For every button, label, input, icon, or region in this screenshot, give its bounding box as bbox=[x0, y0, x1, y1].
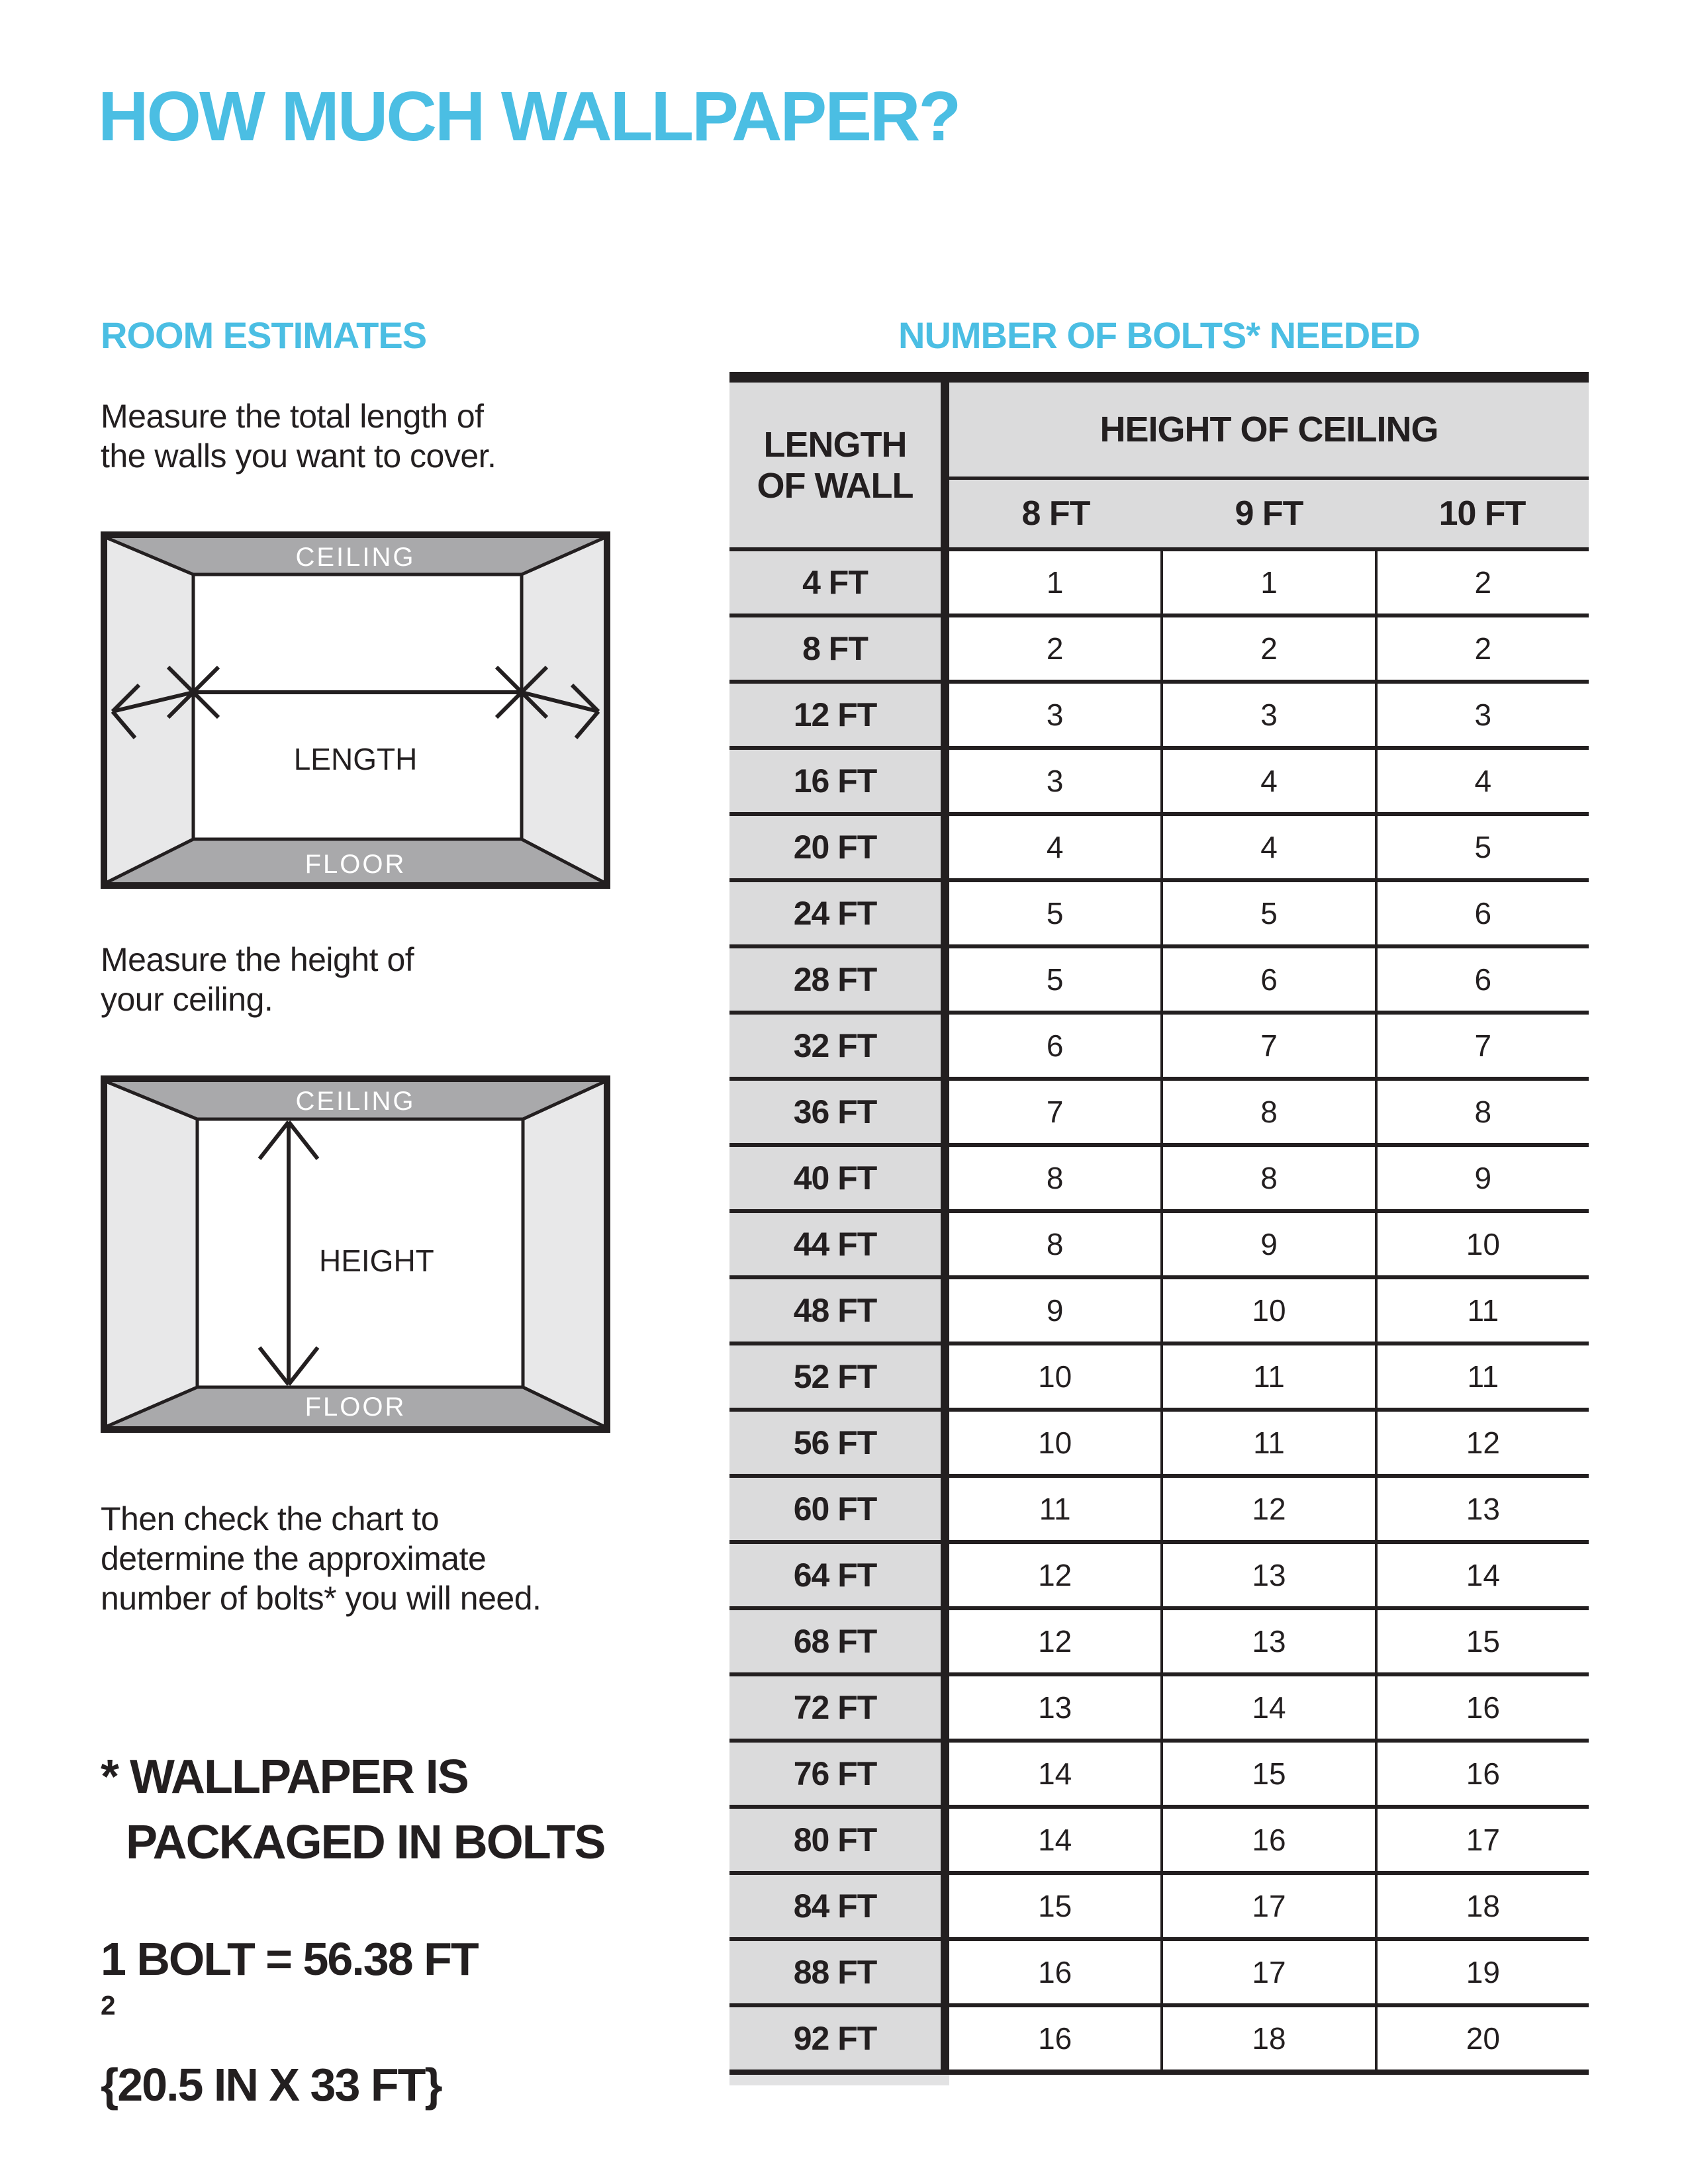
wall-length-cell: 52 FT bbox=[729, 1345, 941, 1408]
wall-length-cell: 16 FT bbox=[729, 750, 941, 812]
step2-line: your ceiling. bbox=[101, 981, 273, 1018]
wall-length-cell: 40 FT bbox=[729, 1147, 941, 1209]
bolts-value-cell: 10 bbox=[1160, 1279, 1374, 1342]
table-row bbox=[729, 680, 1589, 746]
column-divider bbox=[941, 816, 949, 878]
bolts-value-cell: 13 bbox=[1160, 1610, 1374, 1672]
bolts-value-cell: 11 bbox=[1375, 1279, 1589, 1342]
bolts-value-cell: 20 bbox=[1375, 2007, 1589, 2070]
bolts-value-cell: 6 bbox=[1375, 948, 1589, 1011]
column-divider bbox=[941, 1743, 949, 1805]
bolts-value-cell: 18 bbox=[1160, 2007, 1374, 2070]
ceiling-height-diagram bbox=[101, 1075, 610, 1433]
corner-line: LENGTH bbox=[763, 424, 907, 465]
table-row bbox=[729, 1739, 1589, 1805]
ceiling-label: CEILING bbox=[295, 1087, 416, 1116]
table-row bbox=[729, 878, 1589, 944]
table-row bbox=[729, 1805, 1589, 1871]
table-row bbox=[729, 746, 1589, 812]
bolt-area-text: 1 BOLT = 56.38 FT bbox=[101, 1933, 478, 1985]
height-of-ceiling-label: HEIGHT OF CEILING bbox=[949, 383, 1589, 480]
bolts-value-cell: 4 bbox=[1160, 816, 1374, 878]
wall-length-cell: 48 FT bbox=[729, 1279, 941, 1342]
column-divider bbox=[941, 1279, 949, 1342]
bolts-value-cell: 11 bbox=[1039, 1492, 1071, 1526]
corner-line: OF WALL bbox=[757, 465, 914, 506]
bolts-value-cell: 3 bbox=[1160, 684, 1374, 746]
bolts-value-cell: 6 bbox=[1160, 948, 1374, 1011]
room-length-diagram bbox=[101, 531, 610, 889]
table-row bbox=[729, 1077, 1589, 1143]
bolts-value-cell: 10 bbox=[1038, 1426, 1072, 1460]
table-row bbox=[729, 1672, 1589, 1739]
bolts-value-cell: 16 bbox=[1038, 2021, 1072, 2056]
length-of-wall-header bbox=[729, 383, 941, 547]
column-divider bbox=[941, 1345, 949, 1408]
bolts-value-cell: 6 bbox=[1375, 882, 1589, 944]
wall-length-cell: 56 FT bbox=[729, 1412, 941, 1474]
back-wall bbox=[193, 574, 522, 839]
step1-text bbox=[101, 396, 496, 476]
wall-length-cell: 72 FT bbox=[729, 1676, 941, 1739]
wall-length-cell: 84 FT bbox=[729, 1875, 941, 1937]
bolts-value-cell: 13 bbox=[1038, 1690, 1072, 1725]
bolts-value-cell: 5 bbox=[1160, 882, 1374, 944]
column-divider bbox=[941, 948, 949, 1011]
column-divider bbox=[941, 1412, 949, 1474]
ceiling-label: CEILING bbox=[295, 543, 416, 572]
bolts-value-cell: 3 bbox=[1375, 684, 1589, 746]
step2-text bbox=[101, 940, 414, 1019]
bolts-value-cell: 15 bbox=[1038, 1889, 1072, 1923]
table-row bbox=[729, 1937, 1589, 2003]
bolts-value-cell: 13 bbox=[1375, 1478, 1589, 1540]
step3-text bbox=[101, 1499, 541, 1618]
bolts-value-cell: 2 bbox=[1375, 617, 1589, 680]
bolts-value-cell: 7 bbox=[1046, 1095, 1064, 1129]
squared-superscript: 2 bbox=[101, 1989, 116, 2021]
bolts-value-cell: 7 bbox=[1375, 1015, 1589, 1077]
column-divider bbox=[941, 1213, 949, 1275]
bolts-value-cell: 14 bbox=[1160, 1676, 1374, 1739]
bolts-value-cell: 15 bbox=[1375, 1610, 1589, 1672]
table-row bbox=[729, 944, 1589, 1011]
bolts-value-cell: 17 bbox=[1160, 1875, 1374, 1937]
bolts-value-cell: 5 bbox=[1375, 816, 1589, 878]
bolts-value-cell: 10 bbox=[1375, 1213, 1589, 1275]
length-dimension-label: LENGTH bbox=[293, 742, 418, 776]
bolts-value-cell: 12 bbox=[1160, 1478, 1374, 1540]
bolts-value-cell: 12 bbox=[1038, 1558, 1072, 1592]
column-divider bbox=[941, 1875, 949, 1937]
column-divider bbox=[941, 1015, 949, 1077]
table-row bbox=[729, 1209, 1589, 1275]
bolts-value-cell: 4 bbox=[1160, 750, 1374, 812]
table-footer-strip bbox=[729, 2075, 949, 2085]
bolts-value-cell: 17 bbox=[1375, 1809, 1589, 1871]
table-row bbox=[729, 1474, 1589, 1540]
height-of-ceiling-header bbox=[949, 383, 1589, 547]
bolts-value-cell: 8 bbox=[1160, 1081, 1374, 1143]
table-header bbox=[729, 383, 1589, 547]
column-divider bbox=[941, 1941, 949, 2003]
column-divider bbox=[941, 1478, 949, 1540]
bolts-value-cell: 15 bbox=[1160, 1743, 1374, 1805]
bolts-value-cell: 11 bbox=[1375, 1345, 1589, 1408]
bolts-value-cell: 19 bbox=[1375, 1941, 1589, 2003]
bolts-value-cell: 14 bbox=[1375, 1544, 1589, 1606]
bolts-value-cell: 3 bbox=[1046, 764, 1064, 798]
room-estimates-heading: ROOM ESTIMATES bbox=[101, 314, 427, 356]
column-divider bbox=[941, 1081, 949, 1143]
step3-line: number of bolts* you will need. bbox=[101, 1580, 541, 1617]
table-row bbox=[729, 1606, 1589, 1672]
table-row bbox=[729, 1011, 1589, 1077]
column-divider bbox=[941, 617, 949, 680]
bolts-value-cell: 16 bbox=[1375, 1676, 1589, 1739]
bolt-area-line bbox=[101, 1930, 478, 2056]
bolts-value-cell: 16 bbox=[1038, 1955, 1072, 1989]
ceiling-height-columns bbox=[949, 480, 1589, 547]
bolts-value-cell: 2 bbox=[1046, 631, 1064, 666]
table-row bbox=[729, 1275, 1589, 1342]
wall-length-cell: 44 FT bbox=[729, 1213, 941, 1275]
bolts-value-cell: 11 bbox=[1160, 1412, 1374, 1474]
bolts-footnote bbox=[101, 1745, 604, 1876]
right-wall-face bbox=[523, 1082, 604, 1426]
wall-length-cell: 12 FT bbox=[729, 684, 941, 746]
step2-line: Measure the height of bbox=[101, 941, 414, 978]
bolts-value-cell: 3 bbox=[1046, 698, 1064, 732]
column-divider bbox=[941, 383, 949, 547]
wall-length-cell: 68 FT bbox=[729, 1610, 941, 1672]
bolts-value-cell: 14 bbox=[1038, 1823, 1072, 1857]
bolts-value-cell: 8 bbox=[1160, 1147, 1374, 1209]
column-divider bbox=[941, 2007, 949, 2070]
table-body bbox=[729, 547, 1589, 2070]
height-dimension-label: HEIGHT bbox=[319, 1244, 434, 1278]
bolts-needed-heading: NUMBER OF BOLTS* NEEDED bbox=[898, 314, 1420, 356]
footnote-line: PACKAGED IN BOLTS bbox=[126, 1816, 605, 1869]
column-divider bbox=[941, 1544, 949, 1606]
wall-length-cell: 76 FT bbox=[729, 1743, 941, 1805]
table-row bbox=[729, 812, 1589, 878]
bolts-value-cell: 18 bbox=[1375, 1875, 1589, 1937]
wall-length-cell: 32 FT bbox=[729, 1015, 941, 1077]
bolts-value-cell: 6 bbox=[1046, 1028, 1064, 1063]
bolts-value-cell: 11 bbox=[1160, 1345, 1374, 1408]
bolts-value-cell: 12 bbox=[1038, 1624, 1072, 1659]
bolts-value-cell: 9 bbox=[1375, 1147, 1589, 1209]
table-row bbox=[729, 1408, 1589, 1474]
bolts-value-cell: 5 bbox=[1046, 896, 1064, 931]
bolts-value-cell: 4 bbox=[1046, 830, 1064, 864]
bolts-value-cell: 2 bbox=[1160, 617, 1374, 680]
table-row bbox=[729, 1143, 1589, 1209]
column-divider bbox=[941, 1676, 949, 1739]
table-row bbox=[729, 1342, 1589, 1408]
wall-length-cell: 60 FT bbox=[729, 1478, 941, 1540]
footnote-line: * WALLPAPER IS bbox=[101, 1751, 468, 1803]
step3-line: Then check the chart to bbox=[101, 1500, 440, 1537]
bolts-value-cell: 1 bbox=[1160, 551, 1374, 614]
bolts-table bbox=[729, 372, 1589, 2085]
column-divider bbox=[941, 551, 949, 614]
floor-label: FLOOR bbox=[305, 850, 406, 879]
column-divider bbox=[941, 882, 949, 944]
step3-line: determine the approximate bbox=[101, 1540, 487, 1577]
bolts-value-cell: 10 bbox=[1038, 1359, 1072, 1394]
bolts-value-cell: 8 bbox=[1046, 1227, 1064, 1261]
wall-length-cell: 80 FT bbox=[729, 1809, 941, 1871]
left-wall-face bbox=[107, 1082, 197, 1426]
page-title: HOW MUCH WALLPAPER? bbox=[98, 77, 960, 156]
bolts-value-cell: 12 bbox=[1375, 1412, 1589, 1474]
step1-line: Measure the total length of bbox=[101, 398, 484, 435]
table-row bbox=[729, 1540, 1589, 1606]
wall-length-cell: 8 FT bbox=[729, 617, 941, 680]
table-row bbox=[729, 1871, 1589, 1937]
table-row bbox=[729, 614, 1589, 680]
table-row bbox=[729, 2003, 1589, 2070]
bolts-value-cell: 8 bbox=[1046, 1161, 1064, 1195]
column-divider bbox=[941, 1809, 949, 1871]
bolts-value-cell: 9 bbox=[1046, 1293, 1064, 1328]
bolts-value-cell: 1 bbox=[1046, 565, 1064, 600]
column-header-9ft: 9 FT bbox=[1235, 494, 1303, 533]
table-row bbox=[729, 547, 1589, 614]
bolts-value-cell: 9 bbox=[1160, 1213, 1374, 1275]
bolts-value-cell: 16 bbox=[1160, 1809, 1374, 1871]
wall-length-cell: 64 FT bbox=[729, 1544, 941, 1606]
step1-line: the walls you want to cover. bbox=[101, 437, 496, 475]
wall-length-cell: 4 FT bbox=[729, 551, 941, 614]
wall-length-cell: 20 FT bbox=[729, 816, 941, 878]
bolts-value-cell: 17 bbox=[1160, 1941, 1374, 2003]
bolts-value-cell: 8 bbox=[1375, 1081, 1589, 1143]
wall-length-cell: 92 FT bbox=[729, 2007, 941, 2070]
column-divider bbox=[941, 1610, 949, 1672]
bolts-value-cell: 2 bbox=[1375, 551, 1589, 614]
bolt-dimensions-line: {20.5 IN X 33 FT} bbox=[101, 2059, 442, 2111]
bolts-value-cell: 14 bbox=[1038, 1756, 1072, 1791]
column-divider bbox=[941, 684, 949, 746]
table-top-bar bbox=[729, 372, 1589, 383]
column-header-8ft: 8 FT bbox=[1021, 494, 1090, 533]
table-bottom-bar bbox=[729, 2070, 1589, 2075]
wall-length-cell: 36 FT bbox=[729, 1081, 941, 1143]
column-header-10ft: 10 FT bbox=[1438, 494, 1526, 533]
bolts-value-cell: 7 bbox=[1160, 1015, 1374, 1077]
column-divider bbox=[941, 1147, 949, 1209]
bolts-value-cell: 4 bbox=[1375, 750, 1589, 812]
floor-label: FLOOR bbox=[305, 1392, 406, 1422]
wall-length-cell: 88 FT bbox=[729, 1941, 941, 2003]
bolts-value-cell: 13 bbox=[1160, 1544, 1374, 1606]
wall-length-cell: 24 FT bbox=[729, 882, 941, 944]
bolt-size-info bbox=[101, 1930, 478, 2114]
bolts-value-cell: 16 bbox=[1375, 1743, 1589, 1805]
wall-length-cell: 28 FT bbox=[729, 948, 941, 1011]
bolts-value-cell: 5 bbox=[1046, 962, 1064, 997]
column-divider bbox=[941, 750, 949, 812]
